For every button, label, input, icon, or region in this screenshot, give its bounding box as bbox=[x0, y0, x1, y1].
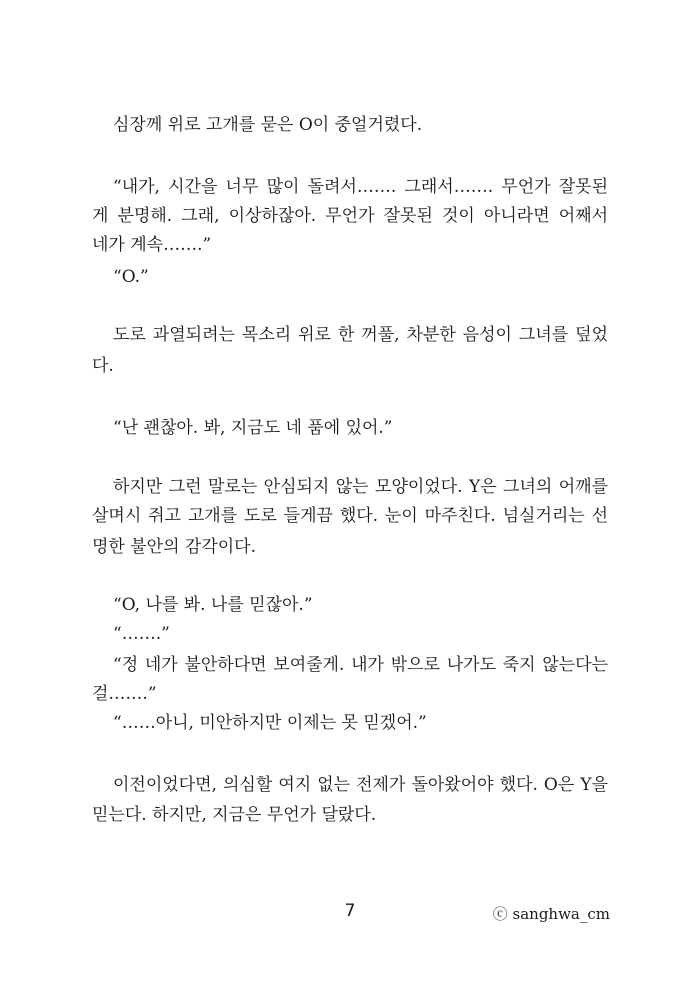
paragraph-line: “O.” bbox=[113, 267, 149, 287]
paragraph-line: “정 네가 불안하다면 보여줄게. 내가 밖으로 나가도 죽지 않는다는 bbox=[113, 655, 608, 675]
paragraph-line: 걸…….” bbox=[92, 684, 157, 704]
paragraph-line: “내가, 시간을 너무 많이 돌려서……. 그래서……. 무언가 잘못된 bbox=[113, 177, 608, 197]
paragraph-line: 게 분명해. 그래, 이상하잖아. 무언가 잘못된 것이 아니라면 어째서 bbox=[92, 206, 608, 226]
paragraph-line: “……아니, 미안하지만 이제는 못 믿겠어.” bbox=[113, 713, 427, 733]
page-number: 7 bbox=[344, 901, 356, 921]
paragraph-line: 하지만 그런 말로는 안심되지 않는 모양이었다. Y은 그녀의 어깨를 bbox=[113, 477, 608, 497]
paragraph-line: 명한 불안의 감각이다. bbox=[92, 537, 257, 557]
paragraph-line: “O, 나를 봐. 나를 믿잖아.” bbox=[113, 595, 313, 615]
paragraph-line: 살며시 쥐고 고개를 도로 들게끔 했다. 눈이 마주친다. 넘실거리는 선 bbox=[92, 506, 608, 526]
paragraph-line: 네가 계속…….” bbox=[92, 235, 212, 255]
copyright-notice: ⓒ sanghwa_cm bbox=[492, 905, 610, 923]
paragraph-line: 심장께 위로 고개를 묻은 O이 중얼거렸다. bbox=[113, 115, 423, 135]
paragraph-line: “…….” bbox=[113, 624, 170, 644]
paragraph-line: 믿는다. 하지만, 지금은 무언가 달랐다. bbox=[92, 805, 377, 825]
paragraph-line: 도로 과열되려는 목소리 위로 한 꺼풀, 차분한 음성이 그녀를 덮었 bbox=[113, 325, 608, 345]
paragraph-line: “난 괜찮아. 봐, 지금도 네 품에 있어.” bbox=[113, 418, 393, 438]
paragraph-line: 이전이었다면, 의심할 여지 없는 전제가 돌아왔어야 했다. O은 Y을 bbox=[113, 775, 608, 795]
paragraph-line: 다. bbox=[92, 356, 114, 376]
